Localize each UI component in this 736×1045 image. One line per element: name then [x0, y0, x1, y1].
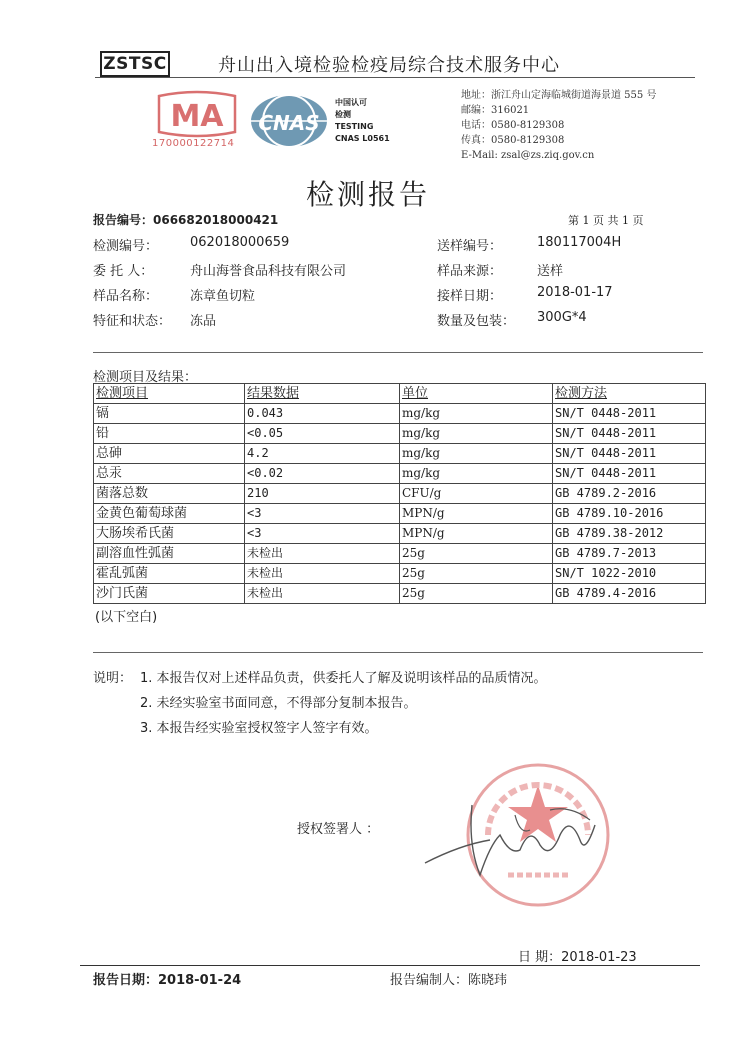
cnas-logo-text: CNAS — [258, 111, 320, 135]
footer-divider — [80, 965, 700, 966]
cell-item: 金黄色葡萄球菌 — [94, 504, 245, 524]
cell-unit: mg/kg — [400, 464, 553, 484]
cell-result: 未检出 — [245, 564, 400, 584]
ma-logo — [155, 90, 239, 142]
cell-item: 铅 — [94, 424, 245, 444]
cnas-logo — [248, 92, 330, 154]
table-row — [94, 404, 706, 424]
report-date: 报告日期：2018-01-24 — [93, 973, 242, 988]
cell-method: GB 4789.38-2012 — [553, 524, 706, 544]
sample-name-value: 冻章鱼切粒 — [190, 289, 256, 304]
source-value: 送样 — [537, 264, 564, 279]
source-label: 样品来源： — [437, 264, 503, 279]
table-row — [94, 524, 706, 544]
contact-postcode: 邮编：316021 — [461, 105, 530, 116]
cell-result: 0.043 — [245, 404, 400, 424]
cell-item: 沙门氏菌 — [94, 584, 245, 604]
cell-item: 总砷 — [94, 444, 245, 464]
note-item: 1. 本报告仅对上述样品负责，供委托人了解及说明该样品的品质情况。 — [140, 671, 547, 686]
cell-unit: MPN/g — [400, 504, 553, 524]
contact-phone: 电话：0580-8129308 — [461, 120, 565, 131]
cell-result: 未检出 — [245, 584, 400, 604]
sample-send-no-label: 送样编号： — [437, 239, 503, 254]
notes-divider — [93, 652, 703, 653]
cell-method: SN/T 0448-2011 — [553, 404, 706, 424]
test-no-value: 062018000659 — [190, 235, 290, 250]
results-table — [93, 383, 706, 604]
report-title: 检测报告 — [305, 178, 430, 211]
table-row — [94, 484, 706, 504]
cell-result: <3 — [245, 504, 400, 524]
table-row — [94, 464, 706, 484]
header-method: 检测方法 — [553, 384, 706, 404]
cnas-line: TESTING — [335, 122, 374, 131]
page-indicator: 第 1 页 共 1 页 — [568, 214, 644, 227]
cell-unit: 25g — [400, 564, 553, 584]
contact-address: 地址：浙江舟山定海临城街道海景道 555 号 — [461, 90, 657, 101]
contact-email: E-Mail: zsal@zs.ziq.gov.cn — [461, 150, 595, 161]
table-row — [94, 424, 706, 444]
feature-label: 特征和状态： — [93, 314, 172, 329]
sample-send-no-value: 180117004H — [537, 235, 622, 250]
cell-unit: mg/kg — [400, 404, 553, 424]
cnas-line: 检测 — [335, 110, 351, 119]
zstsc-logo: ZSTSC — [100, 51, 170, 77]
cell-method: SN/T 0448-2011 — [553, 444, 706, 464]
cnas-accreditation-text — [335, 97, 390, 145]
blank-below-note: (以下空白) — [95, 610, 158, 625]
cell-item: 大肠埃希氏菌 — [94, 524, 245, 544]
report-compiler: 报告编制人：陈晓玮 — [390, 973, 508, 988]
organization-name: 舟山出入境检验检疫局综合技术服务中心 — [218, 55, 560, 76]
header-result: 结果数据 — [245, 384, 400, 404]
client-value: 舟山海誉食品科技有限公司 — [190, 264, 347, 279]
table-row — [94, 544, 706, 564]
cell-item: 霍乱弧菌 — [94, 564, 245, 584]
cell-method: SN/T 0448-2011 — [553, 424, 706, 444]
cell-method: GB 4789.7-2013 — [553, 544, 706, 564]
header-item: 检测项目 — [94, 384, 245, 404]
sample-name-label: 样品名称： — [93, 289, 159, 304]
cnas-line: 中国认可 — [335, 98, 367, 107]
cell-item: 副溶血性弧菌 — [94, 544, 245, 564]
results-section-title: 检测项目及结果： — [93, 370, 198, 385]
test-no-label: 检测编号： — [93, 239, 159, 254]
cell-result: 4.2 — [245, 444, 400, 464]
cnas-line: CNAS L0561 — [335, 134, 390, 143]
cell-unit: mg/kg — [400, 424, 553, 444]
sign-date: 日 期：2018-01-23 — [518, 950, 637, 965]
qty-label: 数量及包装： — [437, 314, 516, 329]
notes-label: 说明： — [93, 671, 133, 686]
note-item: 3. 本报告经实验室授权签字人签字有效。 — [140, 721, 378, 736]
ma-logo-text: MA — [170, 99, 224, 134]
table-row — [94, 584, 706, 604]
contact-fax: 传真：0580-8129308 — [461, 135, 565, 146]
cell-result: 210 — [245, 484, 400, 504]
cell-unit: MPN/g — [400, 524, 553, 544]
header-unit: 单位 — [400, 384, 553, 404]
cell-item: 镉 — [94, 404, 245, 424]
signer-label: 授权签署人 ： — [297, 822, 380, 837]
cell-result: <3 — [245, 524, 400, 544]
handwritten-signature — [420, 785, 620, 889]
cell-method: GB 4789.10-2016 — [553, 504, 706, 524]
table-row — [94, 444, 706, 464]
cell-method: SN/T 1022-2010 — [553, 564, 706, 584]
qty-value: 300G*4 — [537, 310, 587, 325]
cell-unit: CFU/g — [400, 484, 553, 504]
table-header-row — [94, 384, 706, 404]
cell-unit: 25g — [400, 584, 553, 604]
cell-method: GB 4789.4-2016 — [553, 584, 706, 604]
cell-unit: 25g — [400, 544, 553, 564]
table-row — [94, 504, 706, 524]
cell-item: 总汞 — [94, 464, 245, 484]
receive-date-value: 2018-01-17 — [537, 285, 613, 300]
feature-value: 冻品 — [190, 314, 217, 329]
cell-method: SN/T 0448-2011 — [553, 464, 706, 484]
client-label: 委 托 人： — [93, 264, 154, 279]
cell-result: 未检出 — [245, 544, 400, 564]
report-number: 报告编号：066682018000421 — [93, 213, 279, 227]
header-divider — [95, 77, 695, 78]
contact-block — [461, 88, 656, 163]
ma-number: 170000122714 — [152, 138, 235, 149]
table-row — [94, 564, 706, 584]
note-item: 2. 未经实验室书面同意，不得部分复制本报告。 — [140, 696, 417, 711]
cell-unit: mg/kg — [400, 444, 553, 464]
cell-result: <0.05 — [245, 424, 400, 444]
info-divider — [93, 352, 703, 353]
receive-date-label: 接样日期： — [437, 289, 503, 304]
cell-result: <0.02 — [245, 464, 400, 484]
cell-item: 菌落总数 — [94, 484, 245, 504]
cell-method: GB 4789.2-2016 — [553, 484, 706, 504]
